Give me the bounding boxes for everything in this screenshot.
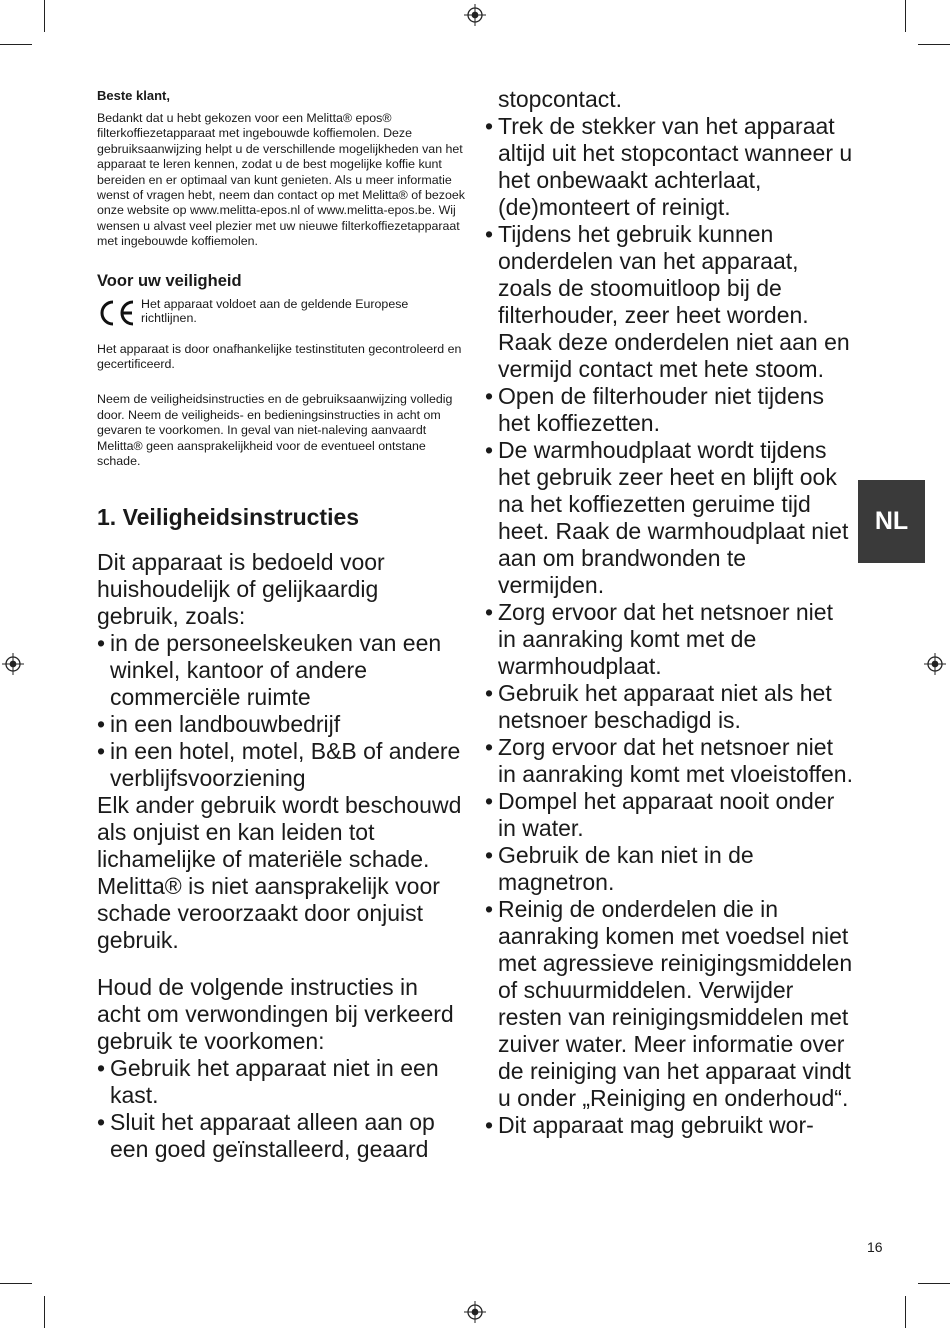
tested-text: Het apparaat is door onafhankelijke testinstituten gecontroleerd en gecertificeerd. [97,341,462,372]
list-item: • Trek de stekker van het apparaat altijd uit het stopcontact wanneer u het onbewaakt achterlaat, (de)monteert of reinigt. [485,113,853,220]
right-column [485,86,855,1139]
section-heading: 1. Veiligheidsinstructies [97,503,360,530]
crop-mark [0,44,32,45]
instruction-list-right [485,113,855,1139]
crop-mark [905,0,906,32]
read-instructions-text: Neem de veiligheidsinstructies en de gebruiksaanwijzing volledig door. Neem de veiligheids- en bedieningsinstructies in acht om gevaren te voorkomen. In geval van niet-naleving aanvaardt Melitta® geen aansprakelijkheid voor de eventueel ontstane schade. [97,392,453,469]
crop-mark [918,1283,950,1284]
registration-mark-icon [464,4,486,26]
list-item: • Dompel het apparaat nooit onder in water. [485,788,835,841]
crop-mark [905,1296,906,1328]
safety-heading: Voor uw veiligheid [97,271,242,290]
list-item: • Gebruik het apparaat niet in een kast. [97,1054,439,1108]
list-item: • Tijdens het gebruik kunnen onderdelen van het apparaat, zoals de stoomuitloop bij de filterhouder, zeer heet worden. Raak deze onderdelen niet aan en vermijd contact met hete stoom. [485,221,850,382]
instruction-list-left [97,1055,465,1163]
misuse-text: Elk ander gebruik wordt beschouwd als onjuist en kan leiden tot lichamelijke of materiële schade. Melitta® is niet aansprakelijk voor schade veroorzaakt door onjuist gebruik. [97,791,462,953]
crop-mark [0,1283,32,1284]
list-item: • Sluit het apparaat alleen aan op een goed geïnstalleerd, geaard [97,1108,435,1162]
registration-mark-icon [924,653,946,675]
list-item: • in een hotel, motel, B&B of andere verblijfsvoorziening [97,737,461,791]
list-item: • Gebruik de kan niet in de magnetron. [485,842,754,895]
list-item: • in een landbouwbedrijf [97,710,341,737]
list-item: • Reinig de onderdelen die in aanraking komen met voedsel niet met agressieve reinigingsmiddelen of schuurmiddelen. Verwijder resten van reinigingsmiddelen met zuiver water. Meer informatie over de reiniging van het apparaat vindt u onder „Reiniging en onderhoud“. [485,896,853,1111]
crop-mark [918,44,950,45]
page-number: 16 [867,1239,883,1255]
list-item: • in de personeelskeuken van een winkel, kantoor of andere commerciële ruimte [97,629,442,710]
greeting: Beste klant, [97,88,170,103]
use-case-list [97,630,465,792]
ce-mark-icon [97,298,141,328]
list-item: • Dit apparaat mag gebruikt wor- [485,1112,814,1138]
ce-compliance [97,297,465,328]
list-item: • Open de filterhouder niet tijdens het koffiezetten. [485,383,825,436]
intro-paragraph: Bedankt dat u hebt gekozen voor een Melitta® epos® filterkoffiezetapparaat met ingebouwde koffiemolen. Deze gebruiksaanwijzing helpt u de verschillende mogelijkheden van het apparaat te leren kennen, zodat u de best mogelijke koffie kunt bereiden en er optimaal van kunt genieten. Als u meer informatie wenst of vragen hebt, neem dan contact op met Melitta® of bezoek onze website op www.melitta-epos.nl of www.melitta-epos.be. Wij wensen u alvast veel plezier met uw nieuwe filterkoffiezetapparaat met ingebouwde koffiemolen. [97,111,465,249]
list-item: • De warmhoudplaat wordt tijdens het gebruik zeer heet en blijft ook na het koffiezetten geruime tijd heet. Raak de warmhoudplaat niet aan om brandwonden te vermijden. [485,437,849,598]
left-column [97,88,465,1163]
registration-mark-icon [464,1301,486,1323]
intended-use: Dit apparaat is bedoeld voor huishoudelijk of gelijkaardig gebruik, zoals: [97,548,385,629]
follow-text: Houd de volgende instructies in acht om verwondingen bij verkeerd gebruik te voorkomen: [97,973,454,1054]
crop-mark [44,1296,45,1328]
ce-text: Het apparaat voldoet aan de geldende Europese richtlijnen. [141,296,409,326]
list-item: • Zorg ervoor dat het netsnoer niet in aanraking komt met vloeistoffen. [485,734,853,787]
registration-mark-icon [2,653,24,675]
language-tab: NL [858,480,925,563]
list-item: • Gebruik het apparaat niet als het netsnoer beschadigd is. [485,680,832,733]
continuation-text: stopcontact. [498,86,623,112]
list-item: • Zorg ervoor dat het netsnoer niet in aanraking komt met de warmhoudplaat. [485,599,833,679]
crop-mark [44,0,45,32]
